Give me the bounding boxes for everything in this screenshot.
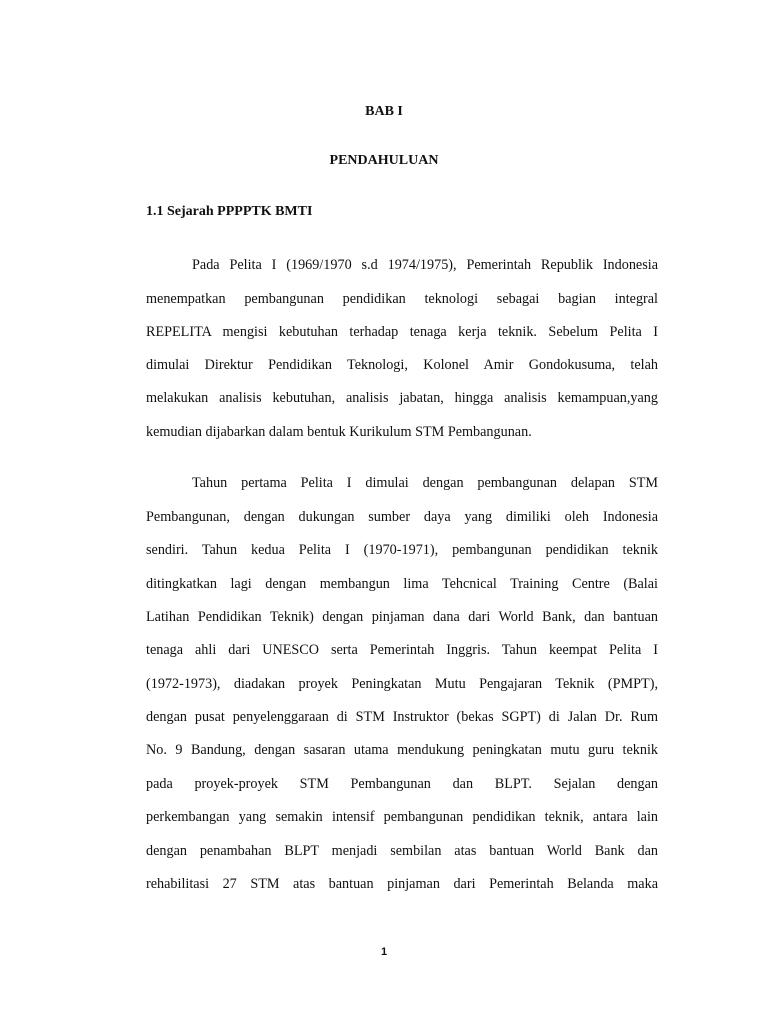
paragraph-2-line: sendiri. Tahun kedua Pelita I (1970-1971), pembangunan pendidikan teknik xyxy=(146,542,658,558)
page-number: 1 xyxy=(380,946,388,958)
paragraph-1-line: Pada Pelita I (1969/1970 s.d 1974/1975), Pemerintah Republik Indonesia xyxy=(192,257,658,273)
chapter-number: BAB I xyxy=(365,104,403,119)
paragraph-2-line: ditingkatkan lagi dengan membangun lima Tehcnical Training Centre (Balai xyxy=(146,576,658,592)
paragraph-2-line: rehabilitasi 27 STM atas bantuan pinjaman dari Pemerintah Belanda maka xyxy=(146,876,658,892)
paragraph-1-line: REPELITA mengisi kebutuhan terhadap tenaga kerja teknik. Sebelum Pelita I xyxy=(146,324,658,340)
paragraph-1-line: menempatkan pembangunan pendidikan teknologi sebagai bagian integral xyxy=(146,291,658,307)
paragraph-2-line: Pembangunan, dengan dukungan sumber daya yang dimiliki oleh Indonesia xyxy=(146,509,658,525)
paragraph-2-line: No. 9 Bandung, dengan sasaran utama mendukung peningkatan mutu guru teknik xyxy=(146,742,658,758)
paragraph-2-line: (1972-1973), diadakan proyek Peningkatan Mutu Pengajaran Teknik (PMPT), xyxy=(146,676,658,692)
paragraph-2-line: Latihan Pendidikan Teknik) dengan pinjaman dana dari World Bank, dan bantuan xyxy=(146,609,658,625)
paragraph-2-line: dengan pusat penyelenggaraan di STM Instruktor (bekas SGPT) di Jalan Dr. Rum xyxy=(146,709,658,725)
paragraph-1-line: dimulai Direktur Pendidikan Teknologi, Kolonel Amir Gondokusuma, telah xyxy=(146,357,658,373)
paragraph-1-line: kemudian dijabarkan dalam bentuk Kurikulum STM Pembangunan. xyxy=(146,424,532,440)
paragraph-2-line: tenaga ahli dari UNESCO serta Pemerintah Inggris. Tahun keempat Pelita I xyxy=(146,642,658,658)
section-heading: 1.1 Sejarah PPPPTK BMTI xyxy=(146,204,313,219)
paragraph-2-line: pada proyek-proyek STM Pembangunan dan BLPT. Sejalan dengan xyxy=(146,776,658,792)
paragraph-2-line: Tahun pertama Pelita I dimulai dengan pembangunan delapan STM xyxy=(192,475,658,491)
paragraph-2-line: dengan penambahan BLPT menjadi sembilan atas bantuan World Bank dan xyxy=(146,843,658,859)
paragraph-1-line: melakukan analisis kebutuhan, analisis jabatan, hingga analisis kemampuan,yang xyxy=(146,390,658,406)
paragraph-2-line: perkembangan yang semakin intensif pembangunan pendidikan teknik, antara lain xyxy=(146,809,658,825)
chapter-title: PENDAHULUAN xyxy=(329,153,439,168)
